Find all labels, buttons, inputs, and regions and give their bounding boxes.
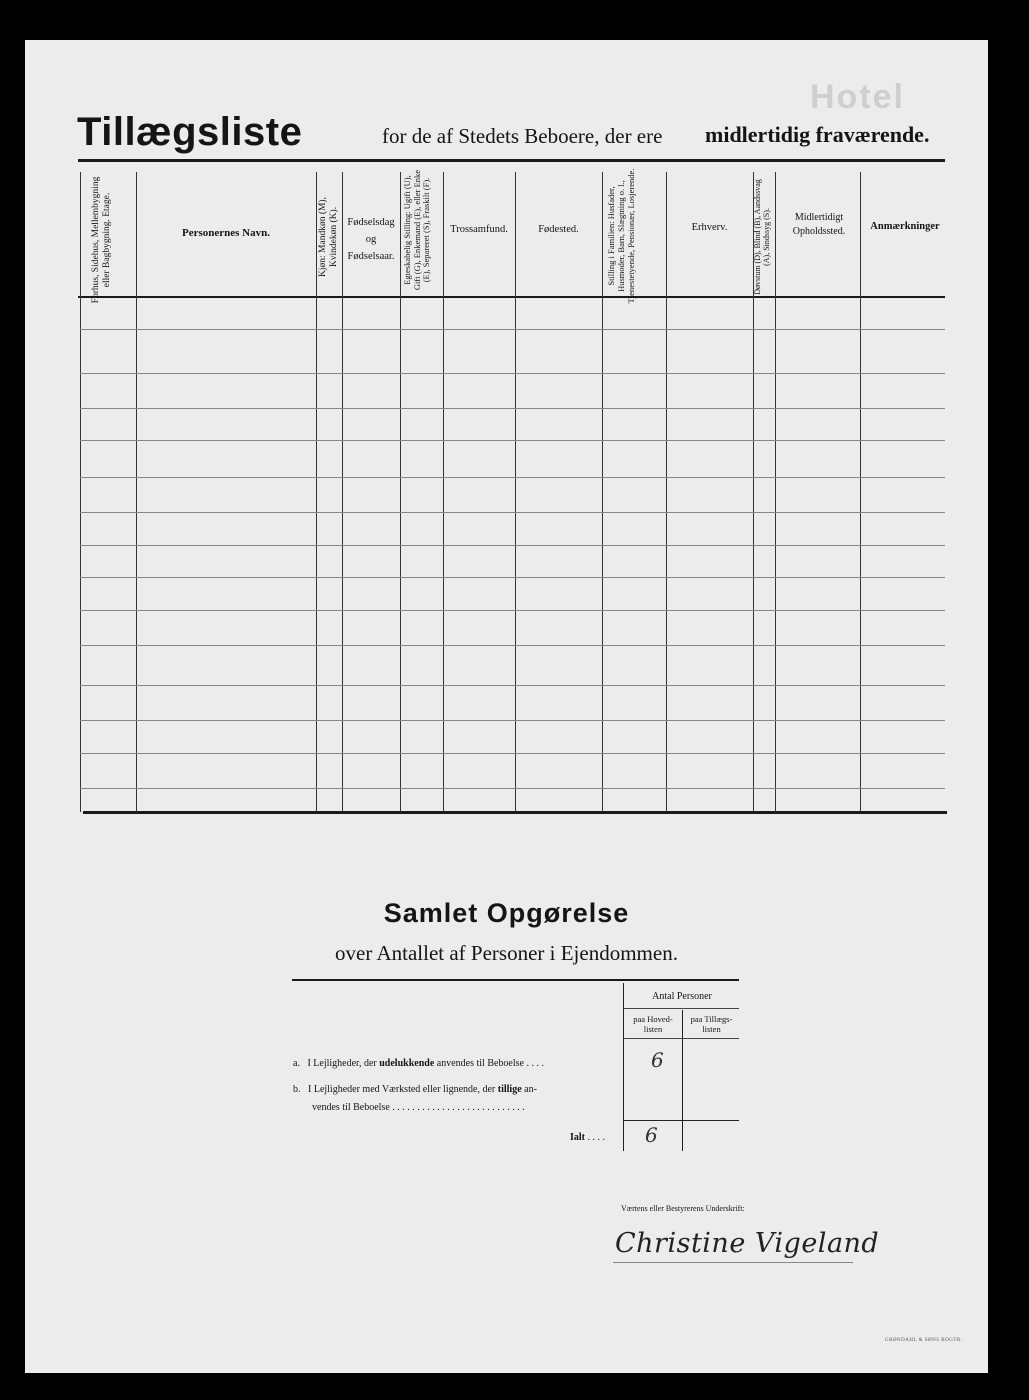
summary-title: Samlet Opgørelse (383, 898, 630, 928)
col-header-main-list: paa Hoved-listen (633, 1014, 673, 1034)
summary-top-rule (292, 979, 739, 981)
table-row-line (80, 408, 945, 409)
col-header-names: Personernes Navn. (182, 227, 270, 239)
col-header-disability: Døvstum (D), Blind (B), Aandssvag (A), Sindssyg (S). (753, 179, 771, 295)
col-header-marital: Egteskabelig Stilling: Ugift (U), Gift (G), Enkemand (E), eller Enke (E), Separeret (S), Fraskilt (F). (402, 169, 431, 291)
table-row-line (80, 329, 945, 330)
title-rule (78, 159, 945, 162)
census-form-sheet (25, 40, 988, 1373)
summary-col-divider (682, 1010, 683, 1151)
summary-rule (624, 1008, 739, 1009)
col-divider (666, 172, 667, 812)
signature: Christine Vigeland (615, 1228, 880, 1259)
col-header-family-position: Stilling i Familien: Husfader, Husmoder, Barn, Slægtning o. l., Tjenestetyende, Pensionær, Losjerende. (606, 168, 636, 304)
row-a-main-count: 6 (651, 1048, 664, 1072)
summary-rule (624, 1120, 739, 1121)
col-divider (80, 172, 81, 812)
col-divider (400, 172, 401, 812)
col-divider (602, 172, 603, 812)
printer-mark: GRØNDAHL & SØNS BOGTR. (885, 1338, 963, 1343)
row-b-text-1: I Lejligheder med Værksted eller lignende, der (308, 1084, 496, 1095)
signature-label: Værtens eller Bestyrerens Underskrift: (621, 1204, 745, 1213)
col-header-birthplace: Fødested. (538, 224, 579, 235)
col-divider (515, 172, 516, 812)
col-header-occupation: Erhverv. (691, 222, 728, 233)
col-divider (136, 172, 137, 812)
summary-subtitle: over Antallet af Personer i Ejendommen. (335, 941, 678, 965)
col-header-building: Forhus, Sidehus, Mellembygning eller Bagbygning. Etage. (91, 176, 112, 304)
col-header-religion: Trossamfund. (450, 224, 508, 235)
col-header-supplementary-list: paa Tillægs-listen (690, 1014, 733, 1034)
antal-personer-header: Antal Personer (652, 991, 712, 1002)
form-title (77, 110, 947, 160)
row-b-bold: tillige (497, 1084, 522, 1095)
table-row-line (80, 753, 945, 754)
table-row-line (80, 577, 945, 578)
table-row-line (80, 720, 945, 721)
total-main-count: 6 (645, 1123, 658, 1147)
table-row-line (80, 610, 945, 611)
col-divider (443, 172, 444, 812)
total-label: Ialt (570, 1132, 585, 1143)
summary-rule (624, 1038, 739, 1039)
row-a-text-2: anvendes til Beboelse (436, 1058, 524, 1069)
col-header-birth: Fødselsdag og Fødselsaar. (347, 217, 395, 262)
row-b-text-3: vendes til Beboelse (312, 1102, 390, 1113)
table-row-line (80, 685, 945, 686)
signature-underline (613, 1262, 853, 1263)
table-row-line (80, 512, 945, 513)
col-header-remarks: Anmærkninger (870, 221, 940, 232)
col-divider (342, 172, 343, 812)
row-b-label: b. (293, 1084, 301, 1095)
row-b-text: b. I Lejligheder med Værksted eller lignende, der tillige an- vendes til Beboelse . . . . . . . . . . . . . . . . . . . . . . . . . . . (293, 1084, 537, 1113)
table-row-line (80, 477, 945, 478)
table-row-line (80, 373, 945, 374)
table-row-line (80, 788, 945, 789)
table-row-line (80, 545, 945, 546)
title-bold: midlertidig fraværende. (705, 122, 930, 147)
table-row-line (80, 645, 945, 646)
table-header-rule (78, 296, 945, 298)
title-main: Tillægsliste (77, 110, 303, 154)
col-header-temp-residence: Midlertidigt Opholdssted. (792, 212, 846, 237)
col-divider (860, 172, 861, 812)
total-label-row: Ialt . . . . (570, 1132, 605, 1143)
title-rest: for de af Stedets Beboere, der ere (382, 124, 663, 148)
row-b-text-2: an- (524, 1084, 537, 1095)
row-a-bold: udelukkende (379, 1058, 435, 1069)
col-divider (316, 172, 317, 812)
col-header-sex: Kjøn: Mandkøn (M), Kvindekøn (K). (318, 197, 339, 277)
table-row-line (80, 440, 945, 441)
row-a-text: a. I Lejligheder, der udelukkende anvendes til Beboelse . . . . (293, 1058, 544, 1069)
row-a-label: a. (293, 1058, 300, 1069)
faint-stamp: Hotel (810, 78, 905, 116)
row-a-text-1: I Lejligheder, der (307, 1058, 377, 1069)
col-divider (775, 172, 776, 812)
